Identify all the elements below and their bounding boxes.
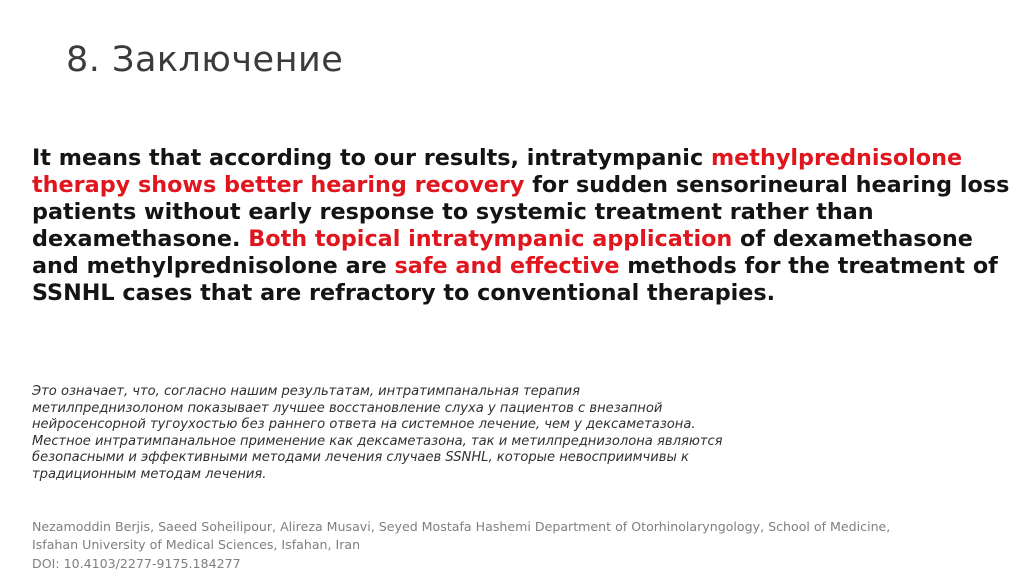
- conclusion-segment: of dexamethasone and methylprednisolone are: [32, 226, 973, 279]
- citation: [32, 518, 1007, 573]
- conclusion-text: [32, 145, 1017, 307]
- conclusion-highlight: safe and effective: [394, 253, 620, 279]
- conclusion-segment: It means that according to our results, intratympanic: [32, 145, 711, 171]
- conclusion-segment: for sudden sensorineural hearing loss patients without early response to systemic treatment rather than dexamethasone.: [32, 172, 1010, 252]
- citation-authors: Nezamoddin Berjis, Saeed Soheilipour, Alireza Musavi, Seyed Mostafa Hashemi Department of Otorhinolaryngology, School of Medicine,: [32, 519, 891, 534]
- slide-title: 8. Заключение: [66, 40, 344, 80]
- conclusion-highlight: Both topical intratympanic application: [248, 226, 733, 252]
- citation-affiliation: Isfahan University of Medical Sciences, Isfahan, Iran: [32, 537, 361, 553]
- conclusion-segment: methods for the treatment of SSNHL cases that are refractory to conventional therapies.: [32, 253, 998, 306]
- russian-translation: Это означает, что, согласно нашим результатам, интратимпанальная терапия метилпреднизолоном показывает лучшее восстановление слуха у пациентов с внезапной нейросенсорной тугоухостью без раннего ответа на системное лечение, чем у дексаметазона. Местное интратимпанальное применение как дексаметазона, так и метилпреднизолона являются безопасными и эффективными методами лечения случаев SSNHL, которые невосприимчивы к традиционным методам лечения.: [32, 384, 723, 482]
- citation-doi: DOI: 10.4103/2277-9175.184277: [32, 555, 241, 571]
- conclusion-highlight: methylprednisolone therapy shows better hearing recovery: [32, 145, 963, 198]
